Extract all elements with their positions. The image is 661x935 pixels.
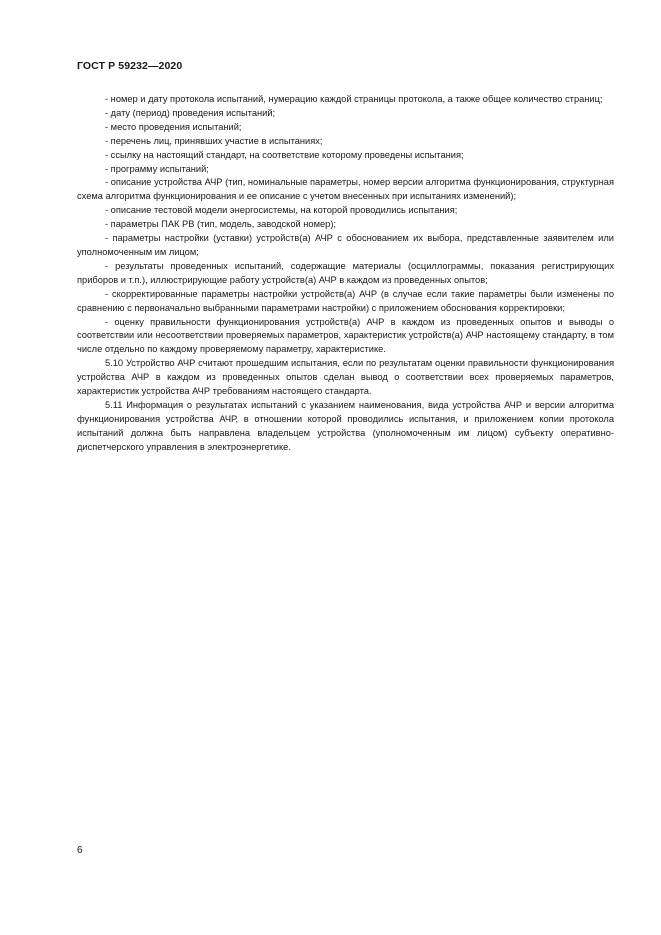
list-item: - место проведения испытаний; [105,121,242,132]
list-item: - скорректированные параметры настройки устройств(а) АЧР (в случае если такие параметры были изменены по сравнению с первоначально выбранными параметрами настройки) с приложением обоснования корректировки; [77,288,614,313]
list-item: - перечень лиц, принявших участие в испытаниях; [105,135,323,146]
list-item: - описание устройства АЧР (тип, номинальные параметры, номер версии алгоритма функционирования, структурная схема алгоритма функционирования и ее описание с учетом внесенных при испытаниях изменений); [77,177,614,202]
clause-5-10: 5.10 Устройство АЧР считают прошедшим испытания, если по результатам оценки правильности функционирования устройства АЧР в каждом из проведенных опытов сделан вывод о соответствии всех проверяемых параметров, характеристик устройства АЧР требованиям настоящего стандарта. [77,358,614,397]
page-number: 6 [77,845,83,856]
list-item: - оценку правильности функционирования устройств(а) АЧР в каждом из проведенных опытов и выводы о соответствии или несоответствии проверяемых параметров, характеристик устройств(а) АЧР настоящему стандарту, в том числе отдельно по каждому проверяемому параметру, характеристике. [77,316,614,355]
clause-5-11: 5.11 Информация о результатах испытаний с указанием наименования, вида устройства АЧР и версии алгоритма функционирования устройства АЧР, в отношении которой проводились испытания, и приложением копии протокола испытаний должна быть направлена владельцем устройства (уполномоченным им лицом) субъекту оперативно-диспетчерского управления в электроэнергетике. [77,399,614,452]
list-item: - описание тестовой модели энергосистемы, на которой проводились испытания; [105,205,458,216]
list-item: - параметры ПАК РВ (тип, модель, заводской номер); [105,219,337,230]
document-body [77,93,614,455]
document-header: ГОСТ Р 59232—2020 [77,60,183,72]
list-item: - параметры настройки (уставки) устройств(а) АЧР с обоснованием их выбора, представленные заявителем или уполномоченным им лицом; [77,233,614,257]
list-item: - номер и дату протокола испытаний, нумерацию каждой страницы протокола, а также общее количество страниц; [105,94,603,104]
list-item: - программу испытаний; [105,163,209,174]
list-item: - результаты проведенных испытаний, содержащие материалы (осциллограммы, показания регистрирующих приборов и т.п.), иллюстрирующие работу устройств(а) АЧР в каждом из проведенных опытов; [77,260,614,285]
list-item: - ссылку на настоящий стандарт, на соответствие которому проведены испытания; [105,149,464,160]
list-item: - дату (период) проведения испытаний; [105,107,276,118]
